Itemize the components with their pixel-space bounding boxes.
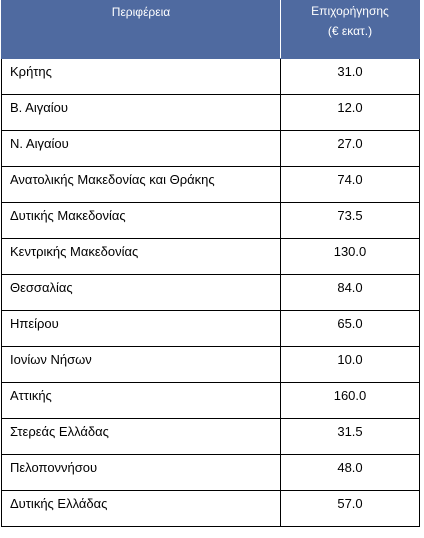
value-cell: 74.0 bbox=[281, 167, 420, 203]
header-value bbox=[281, 1, 420, 59]
table-row bbox=[2, 383, 420, 419]
region-cell: Αττικής bbox=[2, 383, 281, 419]
region-cell: Δυτικής Ελλάδας bbox=[2, 491, 281, 527]
table-row bbox=[2, 167, 420, 203]
table-row bbox=[2, 203, 420, 239]
table-header bbox=[2, 1, 420, 59]
table-row bbox=[2, 275, 420, 311]
header-value-line1: Επιχορήγησης bbox=[311, 4, 389, 18]
table-row bbox=[2, 419, 420, 455]
header-region: Περιφέρεια bbox=[2, 1, 281, 59]
table-row bbox=[2, 239, 420, 275]
value-cell: 73.5 bbox=[281, 203, 420, 239]
table-row bbox=[2, 455, 420, 491]
header-row bbox=[2, 1, 420, 59]
table-body bbox=[2, 59, 420, 527]
region-cell: Στερεάς Ελλάδας bbox=[2, 419, 281, 455]
region-cell: Ανατολικής Μακεδονίας και Θράκης bbox=[2, 167, 281, 203]
value-cell: 10.0 bbox=[281, 347, 420, 383]
table-row bbox=[2, 347, 420, 383]
region-cell: Κρήτης bbox=[2, 59, 281, 95]
table-row bbox=[2, 491, 420, 527]
value-cell: 27.0 bbox=[281, 131, 420, 167]
table-row bbox=[2, 95, 420, 131]
value-cell: 48.0 bbox=[281, 455, 420, 491]
value-cell: 12.0 bbox=[281, 95, 420, 131]
region-cell: Πελοποννήσου bbox=[2, 455, 281, 491]
value-cell: 31.5 bbox=[281, 419, 420, 455]
value-cell: 84.0 bbox=[281, 275, 420, 311]
table-row bbox=[2, 59, 420, 95]
region-cell: Ηπείρου bbox=[2, 311, 281, 347]
value-cell: 31.0 bbox=[281, 59, 420, 95]
value-cell: 57.0 bbox=[281, 491, 420, 527]
region-cell: Κεντρικής Μακεδονίας bbox=[2, 239, 281, 275]
header-value-line2: (€ εκατ.) bbox=[327, 24, 373, 38]
region-cell: Ν. Αιγαίου bbox=[2, 131, 281, 167]
table-row bbox=[2, 131, 420, 167]
value-cell: 65.0 bbox=[281, 311, 420, 347]
table-row bbox=[2, 311, 420, 347]
value-cell: 160.0 bbox=[281, 383, 420, 419]
region-cell: Δυτικής Μακεδονίας bbox=[2, 203, 281, 239]
region-cell: Β. Αιγαίου bbox=[2, 95, 281, 131]
region-cell: Ιονίων Νήσων bbox=[2, 347, 281, 383]
region-cell: Θεσσαλίας bbox=[2, 275, 281, 311]
funding-table bbox=[1, 0, 420, 527]
value-cell: 130.0 bbox=[281, 239, 420, 275]
